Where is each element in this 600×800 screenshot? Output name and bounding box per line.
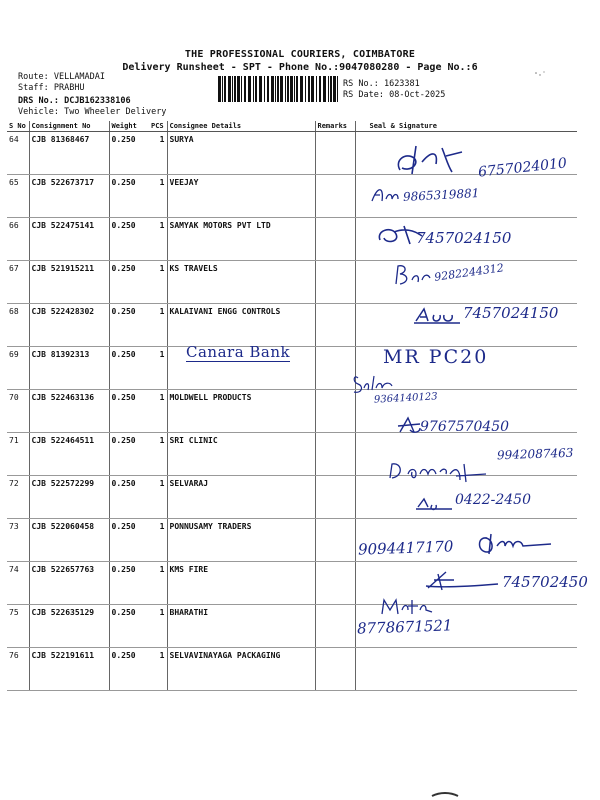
- cell-weight: 0.250: [109, 476, 149, 519]
- cell-remarks: [315, 347, 355, 390]
- barcode-bar: [271, 76, 274, 102]
- cell-consignment-no: CJB 522657763: [29, 562, 109, 605]
- route-label: Route:: [18, 72, 49, 82]
- signature-67: [392, 262, 432, 288]
- cell-weight: 0.250: [109, 304, 149, 347]
- cell-sno: 71: [7, 433, 29, 476]
- rs-date-line: [343, 90, 445, 100]
- barcode-bar: [248, 76, 251, 102]
- barcode-bar: [277, 76, 279, 102]
- cell-consignment-no: CJB 522572299: [29, 476, 109, 519]
- barcode-bar: [308, 76, 310, 102]
- barcode-bar: [296, 76, 298, 102]
- cell-remarks: [315, 476, 355, 519]
- cell-pcs: 1: [149, 132, 167, 175]
- barcode-bar: [300, 76, 303, 102]
- cell-remarks: [315, 390, 355, 433]
- table-row: [7, 648, 577, 691]
- header-remarks: Remarks: [315, 121, 355, 132]
- cell-sno: 66: [7, 218, 29, 261]
- cell-sno: 73: [7, 519, 29, 562]
- cell-consignee: SELVAVINAYAGA PACKAGING: [167, 648, 315, 691]
- signature-64: [392, 142, 482, 178]
- handwritten-phone-76: 8778671521: [356, 616, 453, 638]
- scan-noise-mark: [534, 70, 546, 80]
- cell-remarks: [315, 132, 355, 175]
- cell-remarks: [315, 304, 355, 347]
- cell-seal-signature: [355, 648, 577, 691]
- cell-pcs: 1: [149, 476, 167, 519]
- barcode-bar: [323, 76, 326, 102]
- cell-remarks: [315, 562, 355, 605]
- bottom-smudge: [430, 790, 460, 798]
- barcode-bar: [228, 76, 231, 102]
- barcode-bar: [337, 76, 338, 102]
- barcode-bar: [218, 76, 221, 102]
- cell-consignee: KMS FIRE: [167, 562, 315, 605]
- cell-consignee: KALAIVANI ENGG CONTROLS: [167, 304, 315, 347]
- rs-no-label: RS No.:: [343, 79, 379, 89]
- cell-remarks: [315, 433, 355, 476]
- signature-68: [412, 303, 462, 327]
- cell-pcs: 1: [149, 218, 167, 261]
- cell-sno: 65: [7, 175, 29, 218]
- cell-pcs: 1: [149, 562, 167, 605]
- barcode-bar: [222, 76, 223, 102]
- cell-weight: 0.250: [109, 562, 149, 605]
- barcode-image: [218, 76, 338, 102]
- vehicle-value: Two Wheeler Delivery: [64, 107, 167, 117]
- cell-weight: 0.250: [109, 175, 149, 218]
- header-sno: S No: [7, 121, 29, 132]
- cell-weight: 0.250: [109, 390, 149, 433]
- cell-consignee: BHARATHI: [167, 605, 315, 648]
- cell-pcs: 1: [149, 648, 167, 691]
- cell-consignee: KS TRAVELS: [167, 261, 315, 304]
- cell-weight: 0.250: [109, 132, 149, 175]
- cell-consignee: SELVARAJ: [167, 476, 315, 519]
- rs-no-line: [343, 79, 420, 89]
- staff-label: Staff:: [18, 83, 49, 93]
- cell-consignee: SURYA: [167, 132, 315, 175]
- header-seal-signature: Seal & Signature: [355, 121, 577, 132]
- barcode-bar: [264, 76, 265, 102]
- cell-pcs: 1: [149, 347, 167, 390]
- barcode-bar: [275, 76, 276, 102]
- handwritten-phone-71: 9767570450: [420, 419, 510, 435]
- handwritten-phone-70: 9364140123: [373, 391, 438, 406]
- cell-sno: 68: [7, 304, 29, 347]
- handwritten-phone-75: 745702450: [502, 573, 588, 591]
- handwritten-consignee-69: Canara Bank: [186, 343, 291, 361]
- handwritten-phone-65: 9865319881: [402, 186, 480, 204]
- route-value: VELLAMADAI: [53, 72, 106, 82]
- cell-sno: 67: [7, 261, 29, 304]
- cell-sno: 76: [7, 648, 29, 691]
- barcode-bar: [241, 76, 242, 102]
- cell-consignee: SAMYAK MOTORS PVT LTD: [167, 218, 315, 261]
- route-line: [18, 72, 105, 82]
- vehicle-line: [18, 107, 166, 117]
- staff-line: [18, 83, 85, 93]
- cell-consignment-no: CJB 522428302: [29, 304, 109, 347]
- cell-consignment-no: CJB 522635129: [29, 605, 109, 648]
- header-weight: Weight: [109, 121, 149, 132]
- cell-consignment-no: CJB 521915211: [29, 261, 109, 304]
- staff-value: PRABHU: [53, 83, 85, 93]
- cell-remarks: [315, 519, 355, 562]
- cell-sno: 69: [7, 347, 29, 390]
- handwritten-phone-67: 9282244312: [433, 261, 505, 284]
- barcode-bar: [287, 76, 289, 102]
- cell-weight: 0.250: [109, 519, 149, 562]
- cell-weight: 0.250: [109, 261, 149, 304]
- handwritten-phone-64: 6757024010: [477, 155, 568, 181]
- cell-weight: 0.250: [109, 347, 149, 390]
- runsheet-subtitle: Delivery Runsheet - SPT - Phone No.:9047080280 - Page No.:6: [122, 62, 478, 73]
- cell-sno: 70: [7, 390, 29, 433]
- table-header-row: [7, 121, 577, 132]
- signature-74: [475, 530, 555, 558]
- handwritten-phone-72: 9942087463: [496, 445, 574, 463]
- cell-consignee: MOLDWELL PRODUCTS: [167, 390, 315, 433]
- barcode-bar: [253, 76, 254, 102]
- rs-date-label: RS Date:: [343, 90, 384, 100]
- cell-consignee: PONNUSAMY TRADERS: [167, 519, 315, 562]
- signature-70: [352, 372, 402, 396]
- barcode-bar: [280, 76, 283, 102]
- cell-consignment-no: CJB 81392313: [29, 347, 109, 390]
- cell-consignment-no: CJB 81368467: [29, 132, 109, 175]
- barcode-bar: [328, 76, 329, 102]
- cell-consignment-no: CJB 522673717: [29, 175, 109, 218]
- company-title: THE PROFESSIONAL COURIERS, COIMBATORE: [184, 49, 416, 60]
- vehicle-label: Vehicle:: [18, 107, 59, 117]
- cell-pcs: 1: [149, 605, 167, 648]
- cell-sno: 74: [7, 562, 29, 605]
- signature-75: [424, 570, 500, 592]
- cell-consignment-no: CJB 522475141: [29, 218, 109, 261]
- cell-weight: 0.250: [109, 433, 149, 476]
- barcode-bar: [316, 76, 317, 102]
- signature-72: [386, 460, 496, 484]
- barcode-bar: [259, 76, 262, 102]
- barcode-bar: [333, 76, 336, 102]
- barcode-bar: [285, 76, 286, 102]
- handwritten-phone-74: 9094417170: [357, 537, 454, 559]
- signature-71: [396, 414, 422, 436]
- cell-consignment-no: CJB 522060458: [29, 519, 109, 562]
- cell-sno: 75: [7, 605, 29, 648]
- table-row: [7, 175, 577, 218]
- cell-sno: 64: [7, 132, 29, 175]
- barcode-bar: [232, 76, 233, 102]
- table-row: [7, 605, 577, 648]
- header-consignee: Consignee Details: [167, 121, 315, 132]
- cell-pcs: 1: [149, 175, 167, 218]
- handwritten-phone-73: 0422-2450: [455, 492, 531, 508]
- signature-73: [414, 495, 454, 513]
- drs-value: DCJB162338106: [64, 96, 131, 106]
- cell-pcs: 1: [149, 519, 167, 562]
- runsheet-table: [7, 121, 577, 691]
- cell-consignment-no: CJB 522464511: [29, 433, 109, 476]
- cell-sno: 72: [7, 476, 29, 519]
- header-pcs: PCS: [149, 121, 167, 132]
- cell-remarks: [315, 261, 355, 304]
- header-consignment: Consignment No: [29, 121, 109, 132]
- handwritten-sig-69: MR PC20: [383, 346, 489, 368]
- barcode-bar: [319, 76, 321, 102]
- barcode-bar: [244, 76, 246, 102]
- barcode-bar: [234, 76, 236, 102]
- signature-65: [370, 183, 404, 205]
- cell-pcs: 1: [149, 433, 167, 476]
- barcode-bar: [330, 76, 332, 102]
- rs-no-value: 1623381: [383, 79, 420, 89]
- cell-weight: 0.250: [109, 648, 149, 691]
- cell-consignee: VEEJAY: [167, 175, 315, 218]
- cell-weight: 0.250: [109, 605, 149, 648]
- cell-remarks: [315, 648, 355, 691]
- barcode-bar: [294, 76, 295, 102]
- cell-weight: 0.250: [109, 218, 149, 261]
- signature-76: [378, 596, 438, 618]
- drs-label: DRS No.:: [18, 96, 59, 106]
- cell-remarks: [315, 218, 355, 261]
- handwritten-phone-66: 7457024150: [416, 229, 512, 247]
- signature-66: [374, 222, 424, 250]
- barcode-bar: [311, 76, 314, 102]
- cell-remarks: [315, 175, 355, 218]
- cell-consignee: SRI CLINIC: [167, 433, 315, 476]
- table-row: [7, 347, 577, 390]
- cell-consignment-no: CJB 522191611: [29, 648, 109, 691]
- cell-pcs: 1: [149, 390, 167, 433]
- cell-pcs: 1: [149, 304, 167, 347]
- drs-line: [18, 96, 131, 106]
- barcode-bar: [224, 76, 226, 102]
- barcode-bar: [267, 76, 269, 102]
- cell-consignment-no: CJB 522463136: [29, 390, 109, 433]
- handwritten-phone-68: 7457024150: [463, 304, 559, 322]
- cell-pcs: 1: [149, 261, 167, 304]
- barcode-bar: [255, 76, 257, 102]
- barcode-bar: [305, 76, 306, 102]
- barcode-bar: [237, 76, 240, 102]
- barcode-bar: [290, 76, 293, 102]
- rs-date-value: 08-Oct-2025: [389, 90, 446, 100]
- cell-remarks: [315, 605, 355, 648]
